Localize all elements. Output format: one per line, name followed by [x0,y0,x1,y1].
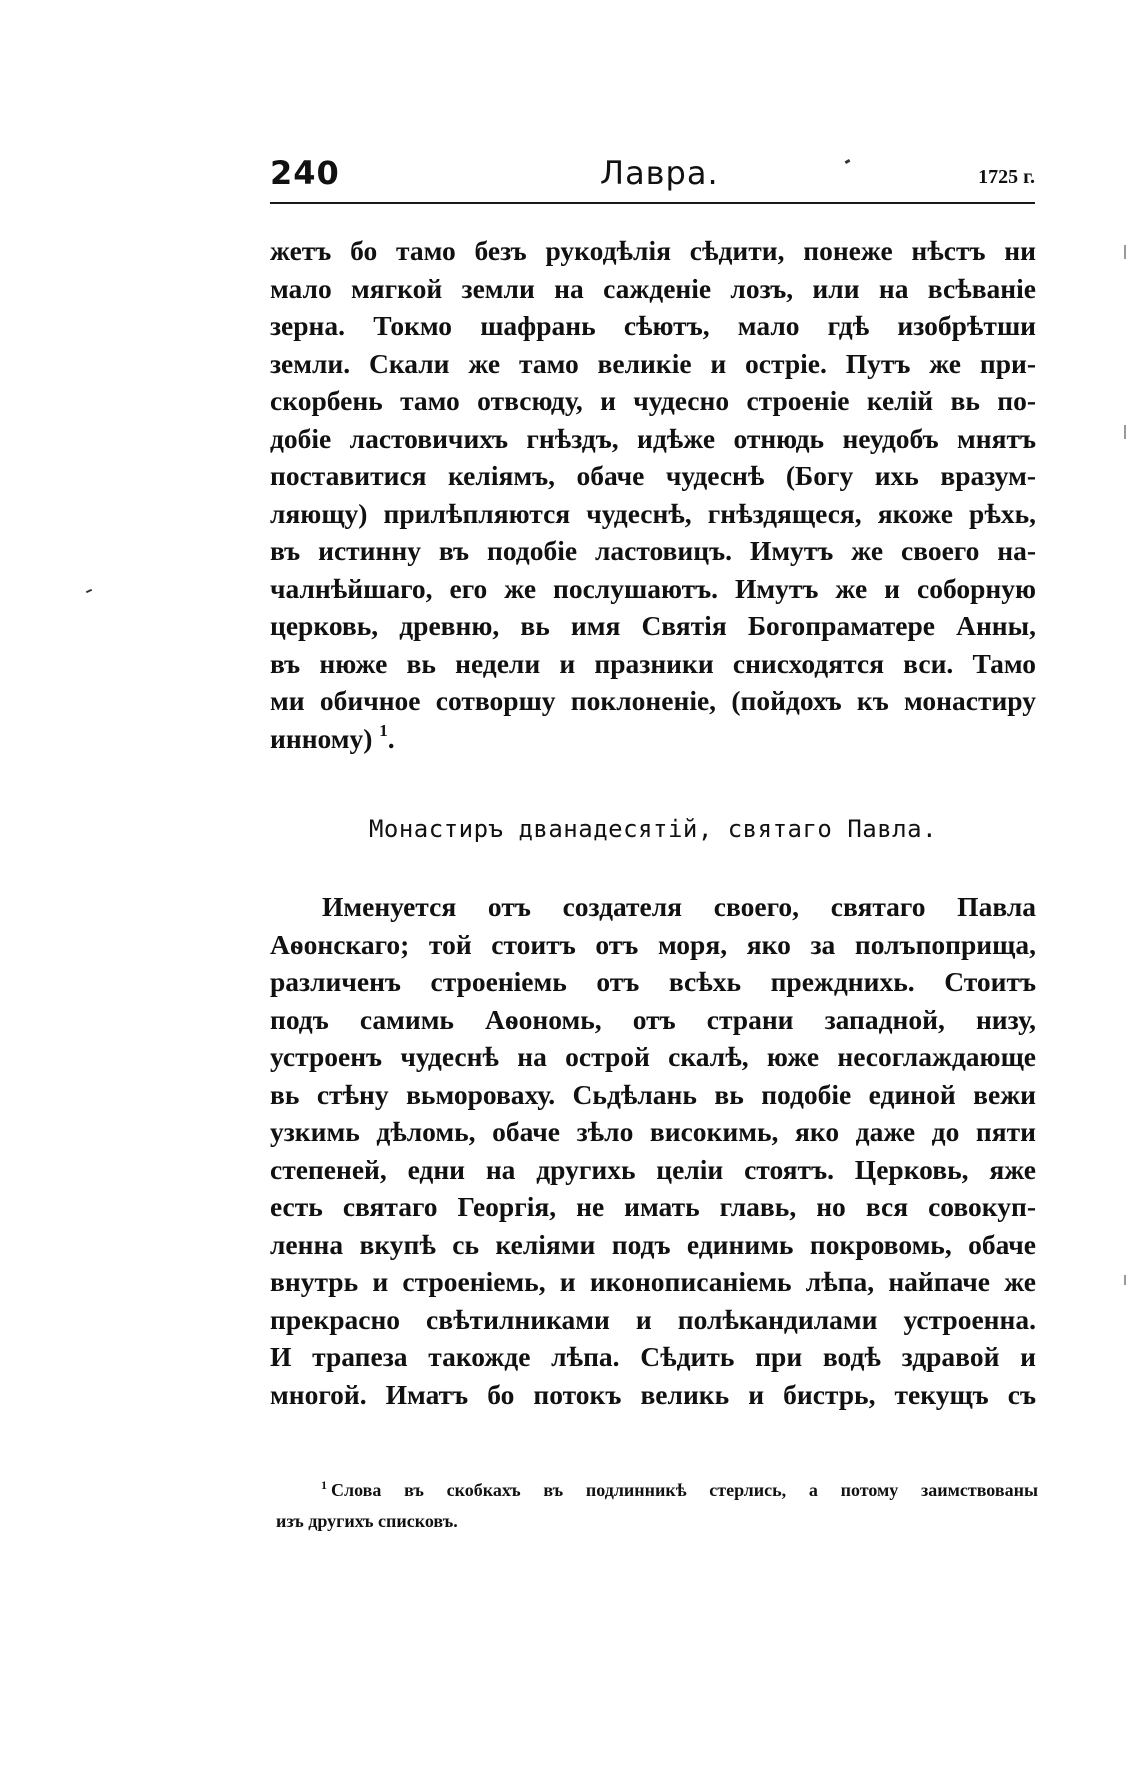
section-heading: Монастиръ дванадесятій, святаго Павла. [368,815,938,843]
text-line: чалнѣйшаго, его же послушаютъ. Имутъ же и соборную [270,572,1036,604]
header-year: 1725 г. [978,166,1035,188]
text-line: подъ самимь Аѳономь, отъ страни западной, низу, [270,1003,1036,1035]
text-line: въ нюже вь недели и празники снисходятся вси. Тамо [270,647,1036,679]
text-line: земли. Скали же тамо великіе и остріе. Путъ же при- [270,347,1036,379]
text-line: Именуется отъ создателя своего, святаго Павла [322,891,1036,922]
text-line: скорбень тамо отвсюду, и чудесно строеніе келій вь по- [270,385,1036,416]
text-line: церковь, древню, вь имя Святія Богопраматере Анны, [270,610,1036,641]
footnote-reference[interactable]: 1 [379,720,388,740]
text-line: зерна. Токмо шафрань сѣютъ, мало гдѣ изобрѣтши [270,310,1036,341]
running-title: Лавра. [600,154,719,192]
paragraph-2 [270,888,1036,1413]
line-end-punctuation: . [387,722,395,754]
page-header [270,152,1035,204]
scan-speck [86,589,92,593]
page-number: 240 [270,154,340,192]
footnote [276,1470,1038,1537]
text-line: ляющу) прилѣпляются чудеснѣ, гнѣздящеся, якоже рѣхь, [270,497,1036,529]
text-line: устроенъ чудеснѣ на острой скалѣ, юже несоглаждающе [270,1041,1036,1072]
footnote-marker: 1 [321,1478,327,1492]
footnote-line [276,1470,1038,1506]
text-line: въ истинну въ подобіе ластовицъ. Имутъ же своего на- [270,535,1036,566]
text-line: прекрасно свѣтилниками и полѣкандилами устроенна. [270,1303,1036,1335]
scan-speck [1124,1275,1126,1285]
text-line: ленна вкупѣ сь келіями подъ единимь покровомь, обаче [270,1228,1036,1260]
paragraph-1 [270,232,1036,757]
footnote-line: изъ другихъ списковъ. [276,1511,458,1531]
scan-speck [1124,245,1126,259]
scan-speck [1124,425,1126,439]
text-line: добіе ластовичихъ гнѣздъ, идѣже отнюдь неудобъ мнятъ [270,422,1036,454]
text-line-last [270,720,1036,758]
text-line: мало мягкой земли на сажденіе лозъ, или на всѣваніе [270,272,1036,304]
text-line: многой. Иматъ бо потокъ великь и бистрь, текущъ съ [270,1378,1036,1410]
text-line: внутрь и строеніемь, и иконописаніемь лѣпа, найпаче же [270,1266,1036,1297]
text-line: Аѳонскаго; той стоитъ отъ моря, яко за полъпоприща, [270,928,1036,960]
text-line: степеней, едни на другихь целіи стоятъ. Церковь, яже [270,1153,1036,1185]
text-line: И трапеза такожде лѣпа. Сѣдить при водѣ здравой и [270,1341,1036,1372]
footnote-text: Слова въ скобкахъ въ подлинникѣ стерлись, а потому заимствованы [331,1480,1038,1500]
text-line: поставитися келіямъ, обаче чудеснѣ (Богу ихь вразум- [270,460,1036,491]
text-line-content: инному) [270,722,373,754]
text-line: жетъ бо тамо безъ рукодѣлія сѣдити, понеже нѣстъ ни [270,235,1036,266]
text-line: различенъ строеніемь отъ всѣхь прежднихь. Стоитъ [270,966,1036,997]
text-line: узкимь дѣломь, обаче зѣло високимь, яко даже до пяти [270,1116,1036,1147]
text-line: вь стѣну вьмороваху. Сьдѣлань вь подобіе единой вежи [270,1078,1036,1110]
text-line: ми обичное сотворшу поклоненіе, (пойдохъ къ монастиру [270,685,1036,716]
text-line: есть святаго Георгія, не имать главь, но вся совокуп- [270,1191,1036,1222]
